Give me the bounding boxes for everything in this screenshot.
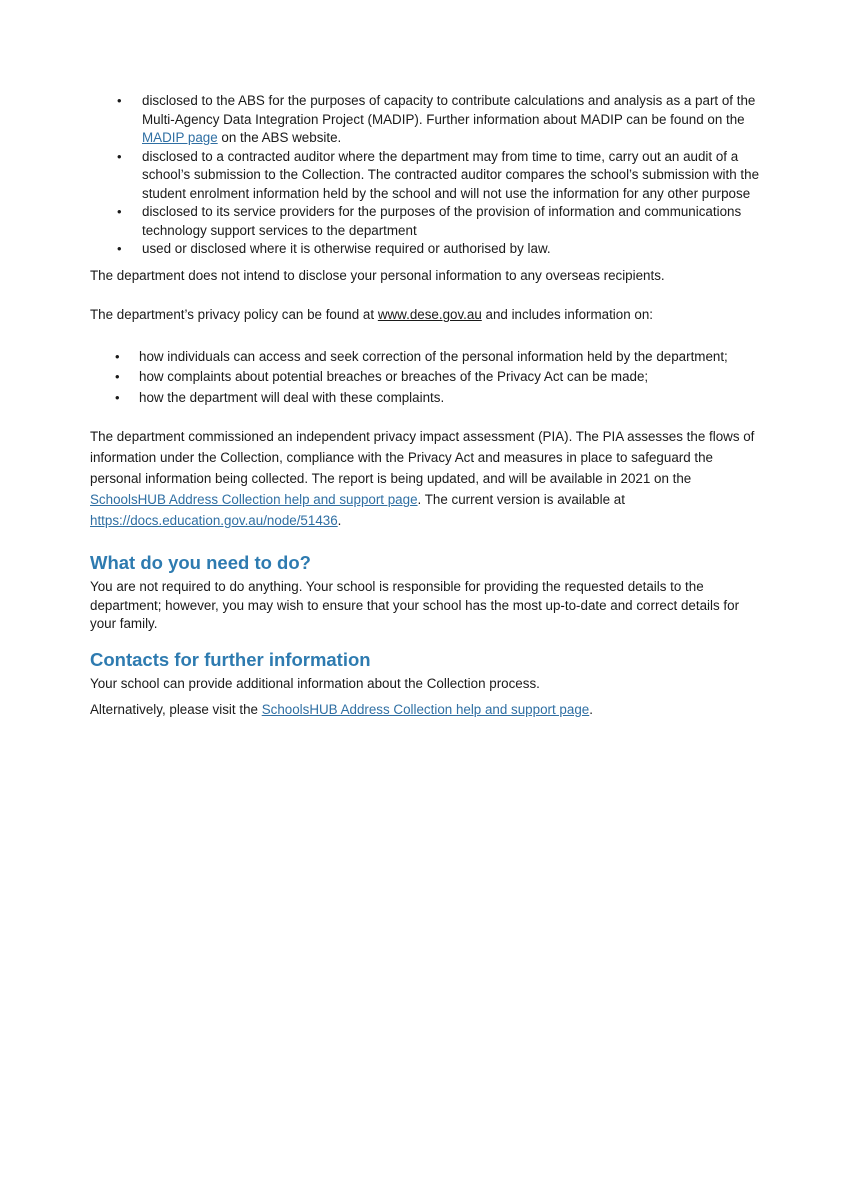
list-item-text: how individuals can access and seek correction of the personal information held by the department; xyxy=(139,348,728,364)
list-item xyxy=(90,148,766,204)
bullet-icon: • xyxy=(117,148,122,164)
madip-page-link[interactable]: MADIP page xyxy=(142,130,218,145)
paragraph-text: . The current version is available at xyxy=(417,492,625,507)
list-item-text: on the ABS website. xyxy=(217,130,342,145)
what-to-do-paragraph: You are not required to do anything. Your school is responsible for providing the requested details to the department; however, you may wish to ensure that your school has the most up-to-date and correct details for your family. xyxy=(90,579,740,631)
contacts-heading: Contacts for further information xyxy=(90,648,371,670)
list-item xyxy=(90,388,766,409)
contacts-paragraph: Your school can provide additional information about the Collection process. xyxy=(90,675,540,691)
list-item xyxy=(90,240,766,259)
list-item xyxy=(90,367,766,388)
bullet-icon: • xyxy=(117,204,122,219)
list-item-text: how complaints about potential breaches or breaches of the Privacy Act can be made; xyxy=(139,369,649,384)
list-item xyxy=(90,92,766,148)
what-to-do-heading: What do you need to do? xyxy=(90,552,311,573)
document-page xyxy=(90,92,766,720)
list-item-text: disclosed to its service providers for the purposes of the provision of information and communications technology support services to the department xyxy=(142,204,742,238)
paragraph-text: The department commissioned an independent privacy impact assessment (PIA). The PIA assesses the flows of information under the Collection, compliance with the Privacy Act and measures in place to safeguard the personal information being collected. The report is being updated, and will be available in 2021 on the xyxy=(90,429,755,486)
paragraph-text: . xyxy=(337,513,342,528)
list-item-text: disclosed to the ABS for the purposes of capacity to contribute calculations and analysis as a part of the Multi-Agency Data Integration Project (MADIP). Further information about MADIP can be found on the xyxy=(142,93,756,127)
list-item-text: used or disclosed where it is otherwise required or authorised by law. xyxy=(142,241,551,256)
paragraph-text: Alternatively, please visit the xyxy=(90,702,262,717)
privacy-policy-list xyxy=(90,347,766,409)
list-item-text: how the department will deal with these complaints. xyxy=(139,389,445,405)
list-item xyxy=(90,347,766,368)
disclosure-list xyxy=(90,92,766,259)
overseas-paragraph: The department does not intend to disclose your personal information to any overseas recipients. xyxy=(90,267,665,283)
bullet-icon: • xyxy=(115,369,120,384)
paragraph-text: The department’s privacy policy can be found at xyxy=(90,307,378,322)
list-item xyxy=(90,203,766,240)
privacy-policy-paragraph xyxy=(90,306,766,325)
bullet-icon: • xyxy=(115,389,120,405)
schoolshub-help-link[interactable]: SchoolsHUB Address Collection help and support page xyxy=(90,492,418,507)
bullet-icon: • xyxy=(117,241,122,256)
pia-document-link[interactable]: https://docs.education.gov.au/node/51436 xyxy=(90,513,338,528)
paragraph-text: . xyxy=(589,702,593,717)
bullet-icon: • xyxy=(115,348,120,364)
paragraph-text: and includes information on: xyxy=(481,307,654,322)
alternative-paragraph xyxy=(90,701,766,720)
list-item-text: disclosed to a contracted auditor where the department may from time to time, carry out an audit of a school’s submission to the Collection. The contracted auditor compares the school’s submission with the student enrolment information held by the school and will not use the information for any other purpose xyxy=(142,148,760,201)
bullet-icon: • xyxy=(117,93,122,108)
pia-paragraph xyxy=(90,426,766,531)
schoolshub-help-link[interactable]: SchoolsHUB Address Collection help and support page xyxy=(261,702,590,717)
dese-website-link[interactable]: www.dese.gov.au xyxy=(377,307,482,322)
